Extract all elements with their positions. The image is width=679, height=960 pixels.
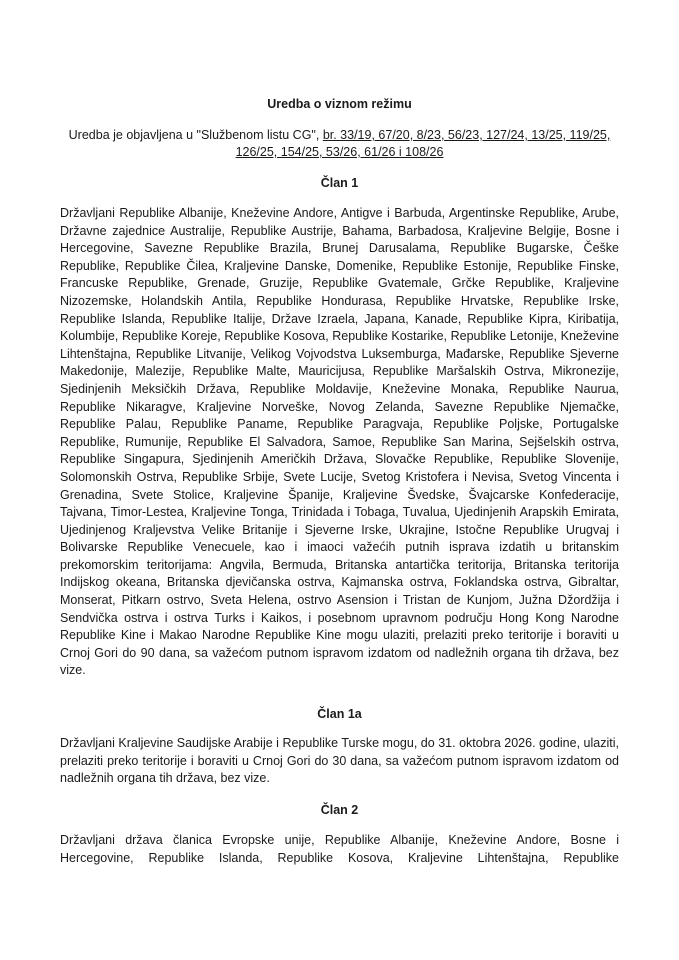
publication-note — [60, 127, 619, 161]
section-text: Državljani država članica Evropske unije, Republike Albanije, Kneževine Andore, Bosne i Hercegovine, Republike Islanda, Republike Kosova, Kraljevine Lihtenštajna, Republike — [60, 833, 619, 865]
section-heading: Član 1 — [320, 176, 359, 190]
section-heading: Član 1a — [317, 707, 362, 721]
document-title: Uredba o viznom režimu — [267, 97, 412, 111]
section-text: Državljani Republike Albanije, Kneževine Andore, Antigve i Barbuda, Argentinske Republike, Arube, Državne zajednice Australije, Republike Austrije, Bahama, Barbadosa, Kraljevine Belgije, Bosne i Hercegovine, Savezne Republike Brazila, Brunej Darusalama, Republike Bugarske, Češke Republike, Republike Čilea, Kraljevine Danske, Domenike, Republike Estonije, Republike Finske, Francuske Republike, Grenade, Gruzije, Republike Gvatemale, Grčke Republike, Kraljevine Nizozemske, Holandskih Antila, Republike Hondurasa, Republike Hrvatske, Republike Irske, Republike Islanda, Republike Italije, Države Izraela, Japana, Kanade, Republike Kipra, Kiribatija, Kolumbije, Republike Koreje, Republike Kosova, Republike Kostarike, Republike Letonije, Kneževine Lihtenštajna, Republike Litvanije, Velikog Vojvodstva Luksemburga, Mađarske, Republike Sjeverne Makedonije, Malezije, Republike Malte, Mauricijusa, Republike Maršalskih Ostrva, Mikronezije, Sjedinjenih Meksičkih Država, Republike Moldavije, Kneževine Monaka, Republike Naurua, Republike Nikaragve, Kraljevine Norveške, Novog Zelanda, Savezne Republike Njemačke, Republike Palau, Republike Paname, Republike Paragvaja, Republike Poljske, Portugalske Republike, Rumunije, Republike El Salvadora, Samoe, Republike San Marina, Sejšelskih ostrva, Republike Singapura, Sjedinjenih Američkih Država, Slovačke Republike, Republike Slovenije, Solomonskih Ostrva, Republike Srbije, Svete Lucije, Svetog Kristofera i Nevisa, Svetog Vincenta i Grenadina, Svete Stolice, Kraljevine Španije, Kraljevine Švedske, Švajcarske Konfederacije, Tajvana, Timor-Lestea, Kraljevine Tonga, Trinidada i Tobaga, Tuvalua, Ujedinjenih Arapskih Emirata, Ujedinjenog Kraljevstva Velike Britanije i Sjeverne Irske, Ukrajine, Istočne Republike Urugvaj i Bolivarske Republike Venecuele, kao i imaoci važećih putnih isprava izdatih u britanskim prekomorskim teritorijama: Angvila, Bermuda, Britanska antartička teritorija, Britanska teritorija Indijskog okeana, Britanska djevičanska ostrva, Kajmanska ostrva, Foklandska ostrva, Gibraltar, Monserat, Pitkarn ostrvo, Sveta Helena, ostrvo Asension i Tristan de Kunjom, Južna Džordžija i Sendvička ostrva i ostrva Turks i Kaikos, i posebnom upravnom području Hong Kong Narodne Republike Kine i Makao Narodne Republike Kine mogu ulaziti, prelaziti preko teritorije i boraviti u Crnoj Gori do 90 dana, sa važećom putnom ispravom izdatom od nadležnih organa tih država, bez vize. — [60, 206, 619, 678]
publication-refs-link[interactable]: br. 33/19, 67/20, 8/23, 56/23, 127/24, 13/25, 119/25, 126/25, 154/25, 53/26, 61/26 i 108/26 — [235, 128, 611, 159]
section-heading: Član 2 — [320, 803, 359, 817]
section-text: Državljani Kraljevine Saudijske Arabije i Republike Turske mogu, do 31. oktobra 2026. godine, ulaziti, prelaziti preko teritorije i boraviti u Crnoj Gori do 30 dana, sa važećom putnom ispravom izdatom od nadležnih organa tih država, bez vize. — [60, 736, 619, 786]
publication-prefix: Uredba je objavljena u "Službenom listu CG", — [68, 128, 323, 142]
